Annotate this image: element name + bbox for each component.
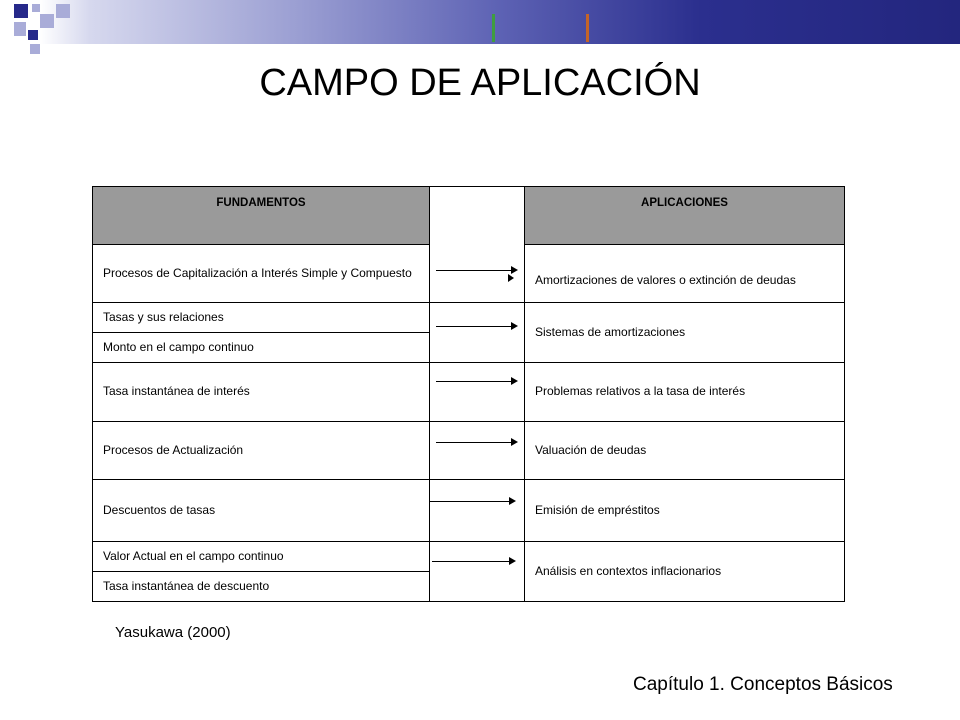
aplicacion-cell: Amortizaciones de valores o extinción de deudas	[525, 245, 845, 303]
fundamento-cell: Descuentos de tasas	[93, 479, 430, 541]
chapter-footer: Capítulo 1. Conceptos Básicos	[633, 674, 893, 695]
aplicacion-cell: Valuación de deudas	[525, 421, 845, 479]
arrow-cell	[430, 187, 525, 303]
header-fundamentos: FUNDAMENTOS	[93, 187, 430, 245]
source-citation: Yasukawa (2000)	[115, 624, 231, 641]
arrow-connector	[436, 270, 512, 271]
arrow-connector	[436, 381, 512, 382]
arrow-connector	[436, 442, 512, 443]
fundamento-cell: Tasa instantánea de descuento	[93, 571, 430, 601]
banner-accent-line	[586, 14, 589, 42]
arrow-connector	[436, 326, 512, 327]
applications-table	[92, 186, 845, 602]
arrow-cell	[430, 479, 525, 541]
arrow-cell	[430, 421, 525, 479]
fundamento-cell: Tasas y sus relaciones	[93, 303, 430, 333]
arrow-connector	[430, 501, 510, 502]
arrow-connector	[508, 274, 514, 282]
top-banner	[0, 0, 960, 44]
fundamento-cell: Procesos de Actualización	[93, 421, 430, 479]
fundamento-cell: Tasa instantánea de interés	[93, 363, 430, 421]
arrow-cell	[430, 541, 525, 601]
fundamento-cell: Procesos de Capitalización a Interés Simple y Compuesto	[93, 245, 430, 303]
aplicacion-cell: Emisión de empréstitos	[525, 479, 845, 541]
arrow-cell	[430, 363, 525, 421]
aplicacion-cell: Problemas relativos a la tasa de interés	[525, 363, 845, 421]
fundamento-cell: Monto en el campo continuo	[93, 333, 430, 363]
aplicacion-cell: Sistemas de amortizaciones	[525, 303, 845, 363]
aplicacion-cell: Análisis en contextos inflacionarios	[525, 541, 845, 601]
arrow-cell	[430, 303, 525, 363]
header-aplicaciones: APLICACIONES	[525, 187, 845, 245]
banner-accent-line	[492, 14, 495, 42]
arrow-connector	[432, 561, 510, 562]
fundamento-cell: Valor Actual en el campo continuo	[93, 541, 430, 571]
page-title: CAMPO DE APLICACIÓN	[259, 62, 701, 104]
